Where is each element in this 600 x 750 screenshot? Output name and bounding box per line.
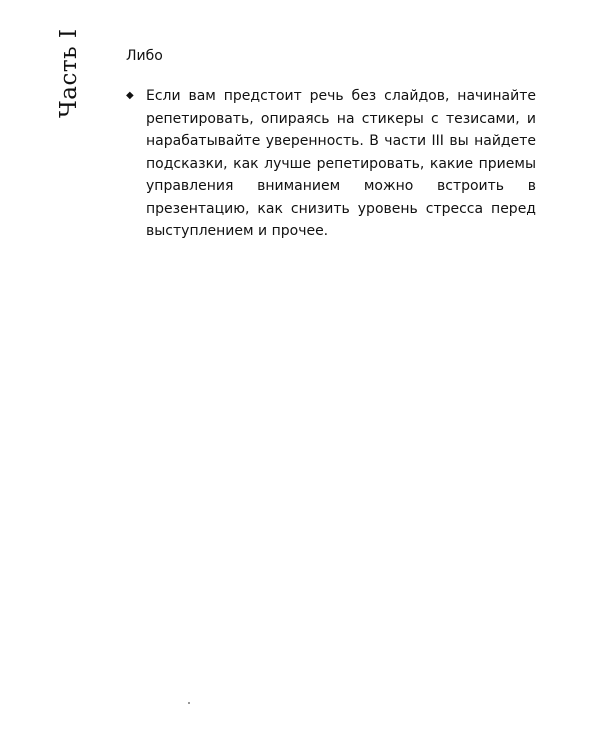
part-header: Часть I: [56, 28, 82, 118]
scan-speck: [188, 702, 190, 704]
lead-paragraph: Либо: [126, 48, 163, 64]
bullet-text: Если вам предстоит речь без слайдов, начинайте репетировать, опираясь на стикеры с тезисами, и нарабатывайте уверенность. В части III вы найдете подсказки, как лучше репетировать, какие приемы управления вниманием можно встроить в презентацию, как снизить уровень стресса перед выступлением и прочее.: [146, 88, 536, 239]
diamond-bullet-icon: ◆: [126, 90, 134, 101]
bullet-list-item: [126, 85, 536, 243]
